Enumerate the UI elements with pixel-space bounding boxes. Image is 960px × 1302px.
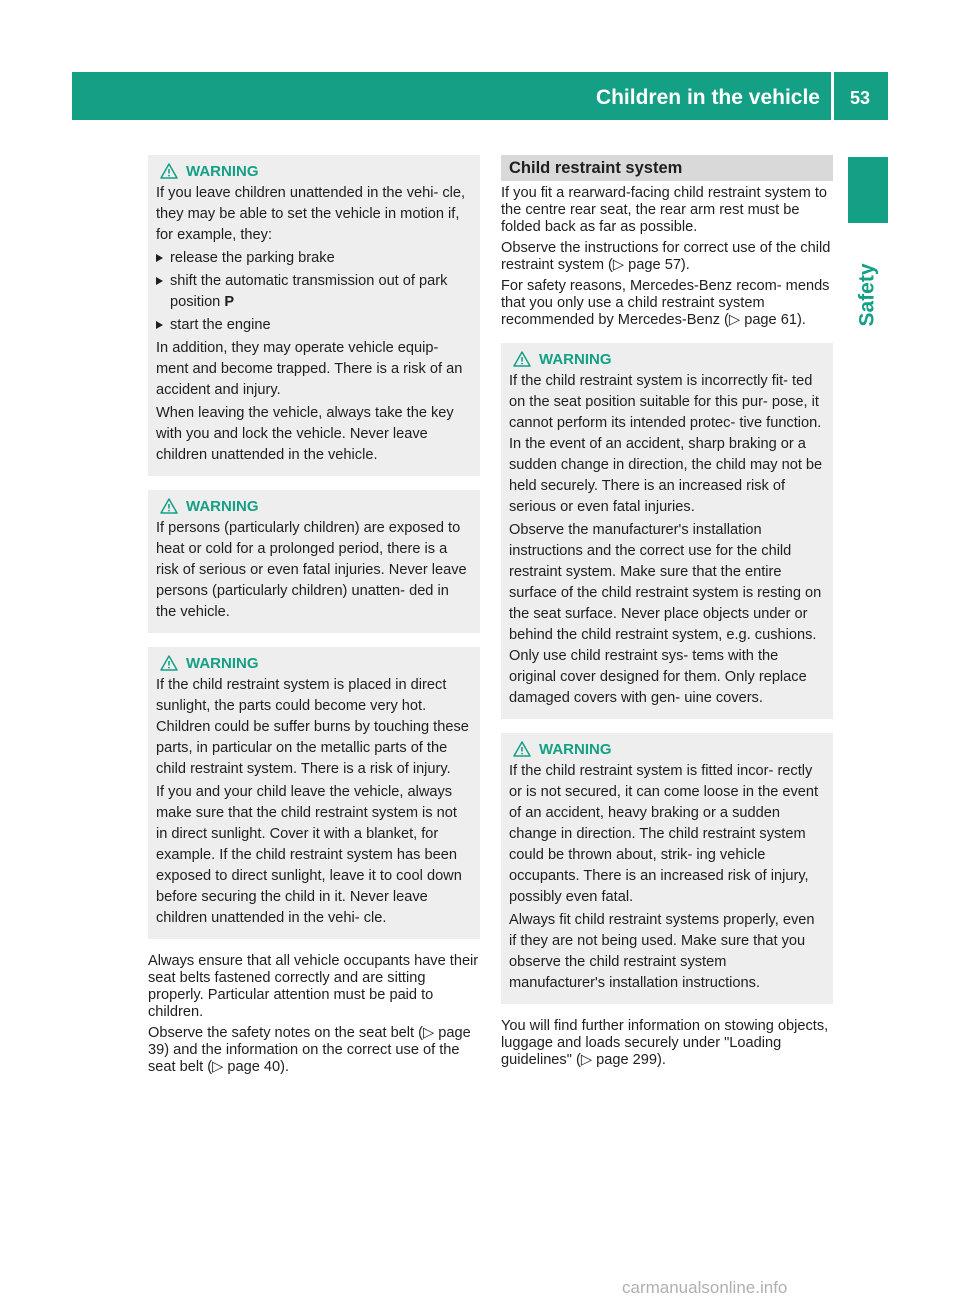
warning-text: If you leave children unattended in the vehi- cle, they may be able to set the vehicle in motion if, for example, they: [156,185,466,243]
right-column [501,155,833,1073]
body-paragraph: You will find further information on stowing objects, luggage and loads securely under "Loading guidelines" (▷ page 299). [501,1018,829,1068]
section-tab [848,157,888,223]
warning-list [156,248,472,336]
warning-text: Always fit child restraint systems properly, even if they are not being used. Make sure that you observe the child restraint system manufacturer's installation instructions. [509,912,815,991]
warning-heading: WARNING [539,740,612,758]
gear-position: P [224,294,235,310]
warning-box [148,490,480,633]
body-paragraph: Observe the safety notes on the seat belt (▷ page 39) and the information on the correct use of the seat belt (▷ page 40). [148,1025,471,1075]
section-heading: Child restraint system [501,155,833,181]
list-item [156,271,472,313]
body-paragraph: For safety reasons, Mercedes-Benz recom- mends that you only use a child restraint system recommended by Mercedes-Benz (▷ page 61). [501,278,830,328]
header-divider [831,72,834,120]
warning-text: In addition, they may operate vehicle equip- ment and become trapped. There is a risk of an accident and injury. [156,340,463,398]
warning-text: When leaving the vehicle, always take the key with you and lock the vehicle. Never leave children unattended in the vehicle. [156,405,454,463]
body-paragraph: If you fit a rearward-facing child restraint system to the centre rear seat, the rear arm rest must be folded back as far as possible. [501,185,828,235]
list-item-text: shift the automatic transmission out of park position [170,273,448,310]
warning-triangle-icon [513,351,531,367]
list-item: release the parking brake [156,248,472,269]
watermark: carmanualsonline.info [622,1278,788,1297]
warning-text: Observe the manufacturer's installation instructions and the correct use for the child restraint system. Make sure that the entire surface of the child restraint system is resting on the seat surface. Never place objects under or behind the child restraint system, e.g. cushions. Only use child restraint sys- tems with the original cover designed for them. Only replace damaged covers with gen- uine covers. [509,522,822,706]
section-label-text: Safety [856,263,879,327]
warning-header [156,651,472,675]
warning-triangle-icon [160,163,178,179]
body-paragraph: Always ensure that all vehicle occupants have their seat belts fastened correctly and are sitting properly. Particular attention must be paid to children. [148,953,479,1020]
page-title: Children in the vehicle [595,86,820,109]
warning-text: If the child restraint system is incorrectly fit- ted on the seat position suitable for this pur- pose, it cannot perform its intended protec- tive function. In the event of an accident, sharp braking or a sudden change in direction, the child may not be held securely. There is an increased risk of serious or even fatal injuries. [509,373,823,515]
warning-header [509,347,825,371]
body-paragraph: Observe the instructions for correct use of the child restraint system (▷ page 57). [501,240,831,273]
warning-text: If the child restraint system is fitted incor- rectly or is not secured, it can come loose in the event of an accident, heavy braking or a sudden change in direction. The child restraint system could be thrown about, strik- ing vehicle occupants. There is an increased risk of injury, possibly even fatal. [509,763,819,905]
warning-text: If the child restraint system is placed in direct sunlight, the parts could become very hot. Children could be suffer burns by touching these parts, in particular on the metallic parts of the child restraint system. There is a risk of injury. [156,677,469,777]
warning-heading: WARNING [186,654,259,672]
warning-heading: WARNING [186,497,259,515]
left-column [148,155,480,1080]
warning-heading: WARNING [539,350,612,368]
page-header [72,72,888,120]
warning-text: If you and your child leave the vehicle, always make sure that the child restraint system is not in direct sunlight. Cover it with a blanket, for example. If the child restraint system has been exposed to direct sunlight, leave it to cool down before securing the child in it. Never leave children unattended in the vehi- cle. [156,784,462,926]
warning-box [501,343,833,719]
warning-triangle-icon [513,741,531,757]
warning-header [156,494,472,518]
warning-triangle-icon [160,498,178,514]
warning-text: If persons (particularly children) are exposed to heat or cold for a prolonged period, there is a risk of serious or even fatal injuries. Never leave persons (particularly children) unatten- ded in the vehicle. [156,520,467,620]
section-label [848,250,888,340]
warning-box [148,155,480,476]
page-number: 53 [849,88,870,108]
warning-box [148,647,480,939]
warning-header [156,159,472,183]
warning-box [501,733,833,1004]
warning-triangle-icon [160,655,178,671]
warning-heading: WARNING [186,162,259,180]
warning-header [509,737,825,761]
list-item: start the engine [156,315,472,336]
